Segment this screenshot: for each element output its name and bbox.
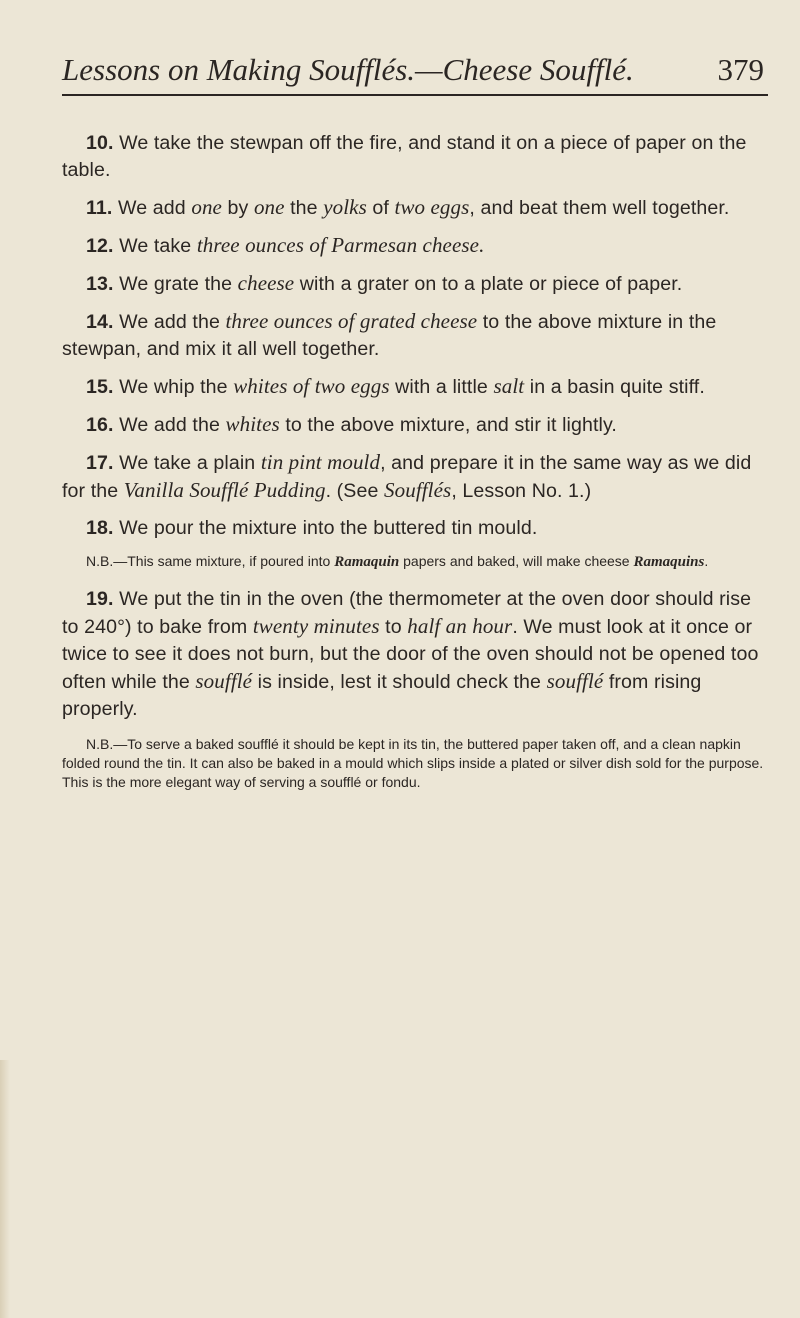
- step-text: with a grater on to a plate or piece of paper.: [294, 273, 683, 295]
- footnote-serving: N.B.—To serve a baked soufflé it should be kept in its tin, the buttered paper taken off, and a clean napkin folded round the tin. It can also be baked in a mould which slips inside a plated or silver dish sold for the purpose. This is the more elegant way of serving a soufflé or fondu.: [62, 736, 764, 790]
- step-text: We pour the mixture into the buttered tin mould.: [119, 517, 538, 539]
- step-emphasis: soufflé: [546, 669, 604, 693]
- step-text: in a basin quite stiff.: [524, 376, 705, 398]
- note-emphasis: Ramaquins: [633, 554, 705, 570]
- step-text: , and beat them well together.: [469, 197, 730, 219]
- step-15: [62, 373, 770, 401]
- step-emphasis: twenty minutes: [252, 614, 380, 638]
- step-text: We add the: [119, 414, 226, 436]
- step-19: [62, 586, 770, 723]
- step-text: to: [379, 616, 408, 638]
- step-text: of: [366, 197, 395, 219]
- step-emphasis: three ounces of Parmesan cheese.: [196, 233, 485, 257]
- step-text: We take the stewpan off the fire, and stand it on a piece of paper on the table.: [62, 132, 747, 181]
- step-text: to the above mixture, and stir it lightly.: [279, 414, 617, 436]
- step-emphasis: soufflé: [195, 669, 253, 693]
- step-number: 15.: [86, 376, 114, 398]
- note-text: N.B.—This same mixture, if poured into: [86, 553, 335, 569]
- step-text: . We must look at it once or twice to see it does not burn, but the door of the oven should not be opened too often while the: [62, 616, 759, 693]
- step-emphasis: salt: [493, 374, 525, 398]
- step-emphasis: yolks: [323, 195, 367, 219]
- step-emphasis: whites: [225, 412, 280, 436]
- step-number: 10.: [86, 132, 114, 154]
- step-number: 19.: [86, 588, 114, 610]
- step-text: , Lesson No. 1.): [451, 480, 592, 502]
- step-text: with a little: [389, 376, 494, 398]
- step-number: 11.: [86, 197, 113, 219]
- step-number: 16.: [86, 414, 114, 436]
- step-emphasis: half an hour: [407, 614, 513, 638]
- step-text: from rising properly.: [62, 671, 702, 720]
- step-emphasis: three ounces of grated cheese: [225, 309, 478, 333]
- step-number: 14.: [86, 311, 114, 333]
- step-emphasis: Vanilla Soufflé Pudding: [123, 478, 326, 502]
- steps-list: [62, 130, 770, 792]
- step-emphasis: tin pint mould: [260, 450, 381, 474]
- step-10: [62, 130, 770, 184]
- step-16: [62, 411, 770, 439]
- step-text: We add: [118, 197, 192, 219]
- step-emphasis: whites of two eggs: [233, 374, 390, 398]
- step-emphasis: Soufflés: [384, 478, 452, 502]
- step-text: We take: [119, 235, 197, 257]
- note-text: .: [704, 553, 709, 569]
- step-text: We put the tin in the oven (the thermometer at the oven door should rise to 240°) to bake from: [62, 588, 752, 638]
- step-text: . (See: [325, 480, 385, 502]
- step-text: We take a plain: [119, 452, 261, 474]
- step-text: We add the: [119, 311, 226, 333]
- step-text: the: [284, 197, 324, 219]
- step-text: We grate the: [119, 273, 238, 295]
- page-edge-stain: [0, 1060, 10, 1318]
- footnote-ramaquins: [62, 552, 770, 572]
- page-number: 379: [717, 52, 764, 87]
- header-rule: [62, 94, 768, 96]
- step-14: [62, 308, 770, 363]
- step-number: 13.: [86, 273, 114, 295]
- step-text: by: [221, 197, 254, 219]
- step-12: [62, 232, 770, 260]
- book-page: [62, 52, 770, 806]
- step-text: , and prepare it in the same way as we did for the: [62, 452, 752, 502]
- step-number: 17.: [86, 452, 114, 474]
- step-11: [62, 194, 770, 222]
- step-emphasis: one: [191, 195, 222, 219]
- running-title: Lessons on Making Soufflés.—Cheese Soufflé.: [62, 52, 634, 87]
- running-head: [62, 52, 770, 96]
- step-text: to the above mixture in the stewpan, and mix it all well together.: [62, 311, 717, 360]
- step-number: 18.: [86, 517, 114, 539]
- note-emphasis: Ramaquin: [334, 554, 400, 570]
- step-emphasis: one: [253, 195, 285, 219]
- step-number: 12.: [86, 235, 114, 257]
- step-13: [62, 270, 770, 298]
- note-text: papers and baked, will make cheese: [399, 553, 634, 569]
- step-emphasis: cheese: [237, 271, 295, 295]
- step-18: [62, 515, 770, 542]
- step-text: We whip the: [119, 376, 234, 398]
- step-text: is inside, lest it should check the: [252, 671, 547, 693]
- step-emphasis: two eggs: [394, 195, 470, 219]
- step-17: [62, 449, 770, 505]
